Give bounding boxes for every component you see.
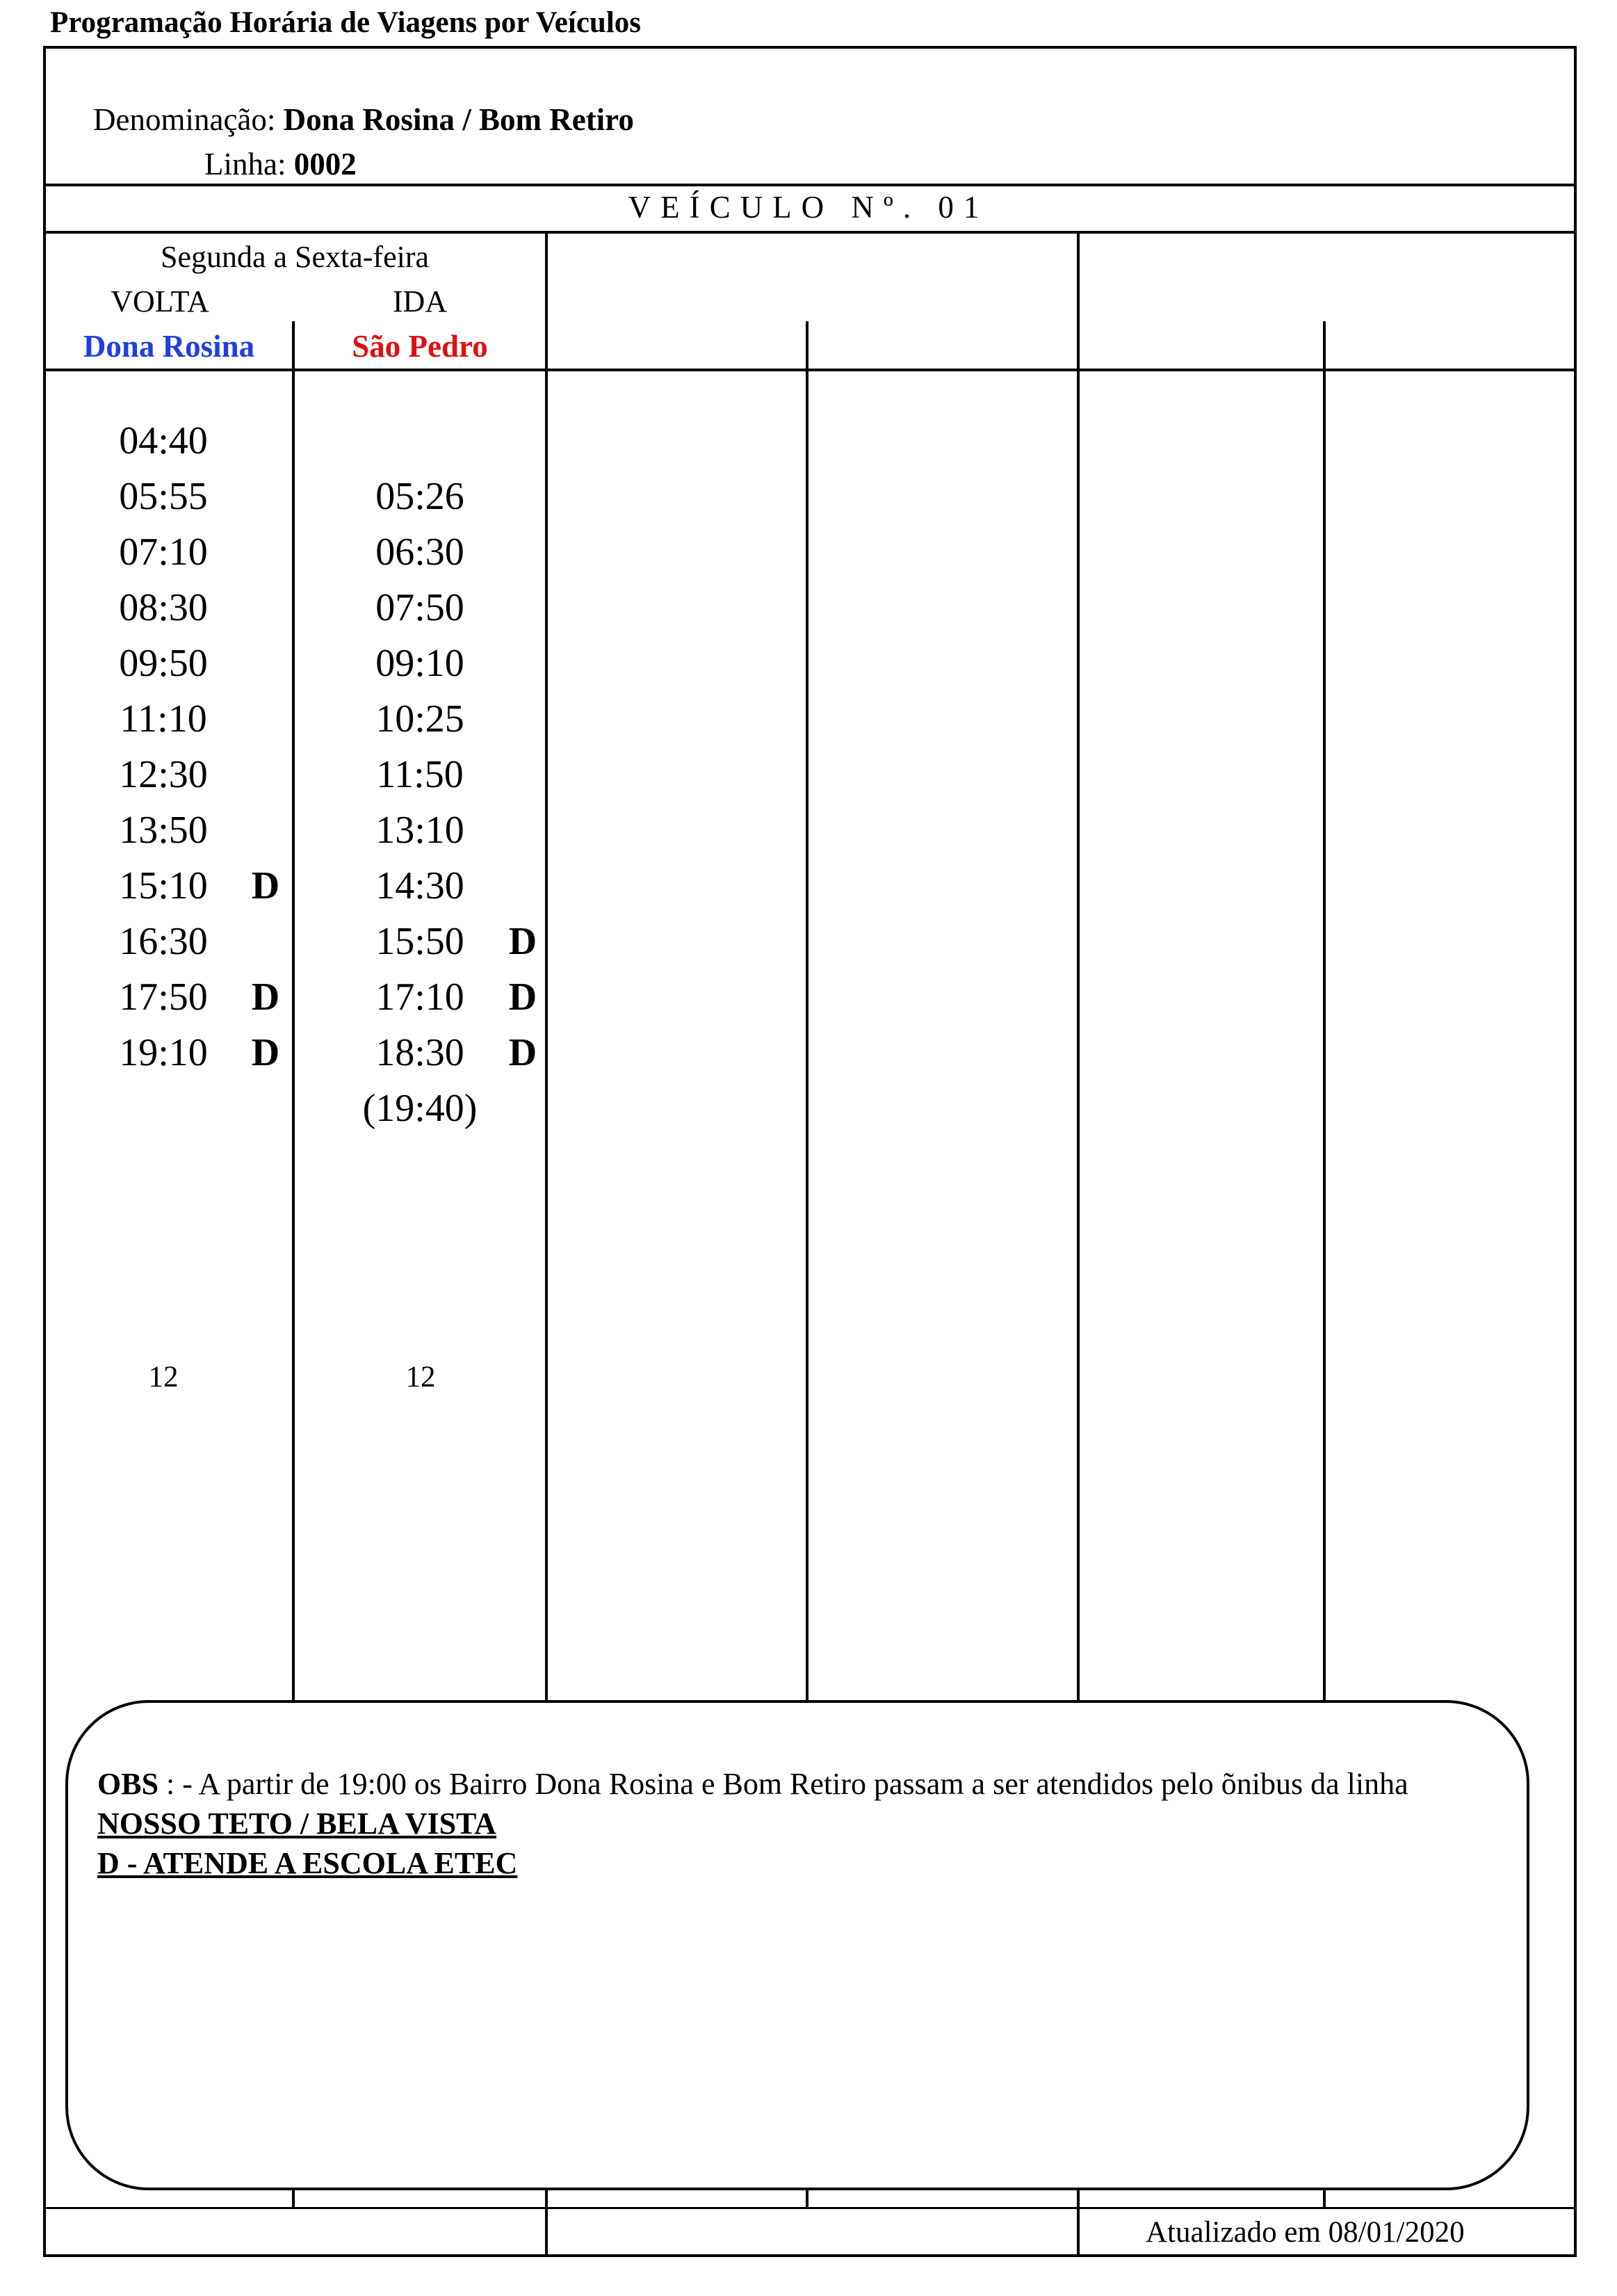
volta-stop-name: Dona Rosina	[83, 329, 255, 364]
ida-time: 13:10	[375, 809, 464, 852]
ida-time: 11:50	[376, 753, 464, 796]
vehicle-separator	[43, 231, 1577, 234]
ida-time: 07:50	[375, 586, 464, 629]
ida-time: 09:10	[375, 642, 464, 685]
frame-left	[43, 46, 46, 2257]
denominacao-row	[93, 102, 634, 138]
header-separator	[43, 184, 1577, 186]
volta-d-mark: D	[251, 864, 280, 907]
ida-time: 14:30	[375, 864, 464, 907]
volta-time: 15:10	[119, 864, 208, 907]
denominacao-value: Dona Rosina / Bom Retiro	[283, 102, 634, 137]
ida-count: 12	[405, 1361, 436, 1393]
ida-time: 18:30	[375, 1031, 464, 1074]
obs-text-block	[97, 1764, 1509, 1883]
volta-time: 17:50	[119, 976, 208, 1019]
vehicle-number: VEÍCULO Nº. 01	[628, 190, 989, 225]
volta-time: 13:50	[119, 809, 208, 852]
column-header-separator	[43, 369, 1577, 371]
denominacao-label: Denominação:	[93, 102, 276, 137]
ida-time: 05:26	[375, 475, 464, 518]
ida-label: IDA	[392, 284, 448, 318]
ida-d-mark: D	[508, 976, 537, 1019]
volta-time: 09:50	[119, 642, 208, 685]
obs-linha-name: NOSSO TETO / BELA VISTA	[97, 1806, 496, 1841]
volta-time: 16:30	[119, 920, 208, 963]
day-label: Segunda a Sexta-feira	[160, 240, 430, 274]
ida-time: 15:50	[375, 920, 464, 963]
ida-d-mark: D	[508, 1031, 537, 1074]
volta-time: 12:30	[119, 753, 208, 796]
obs-label: OBS	[97, 1767, 159, 1801]
volta-time: 07:10	[119, 531, 208, 574]
obs-text: : - A partir de 19:00 os Bairro Dona Rosina e Bom Retiro passam a ser atendidos pelo õnibus da linha	[166, 1767, 1408, 1801]
d-legend: D - ATENDE A ESCOLA ETEC	[97, 1846, 518, 1880]
obs-line	[97, 1764, 1509, 1843]
volta-d-mark: D	[251, 1031, 280, 1074]
ida-stop-name: São Pedro	[352, 329, 488, 364]
ida-time: 17:10	[375, 976, 464, 1019]
volta-d-mark: D	[251, 976, 280, 1019]
linha-row	[204, 146, 357, 182]
volta-time: 04:40	[119, 419, 208, 462]
volta-label: VOLTA	[111, 284, 209, 318]
frame-bottom	[43, 2254, 1577, 2257]
footer-separator	[43, 2207, 1577, 2209]
volta-time: 19:10	[119, 1031, 208, 1074]
linha-label: Linha:	[204, 147, 286, 181]
ida-time: 06:30	[375, 531, 464, 574]
volta-count: 12	[148, 1361, 179, 1393]
volta-time: 05:55	[119, 475, 208, 518]
updated-date: Atualizado em 08/01/2020	[1146, 2216, 1465, 2249]
linha-value: 0002	[293, 147, 357, 181]
ida-time: (19:40)	[362, 1087, 478, 1130]
frame-right	[1574, 46, 1577, 2257]
volta-time: 11:10	[120, 697, 207, 741]
ida-time: 10:25	[375, 697, 464, 741]
document-title: Programação Horária de Viagens por Veículos	[50, 6, 642, 39]
ida-d-mark: D	[508, 920, 537, 963]
frame-top	[43, 46, 1577, 49]
volta-time: 08:30	[119, 586, 208, 629]
